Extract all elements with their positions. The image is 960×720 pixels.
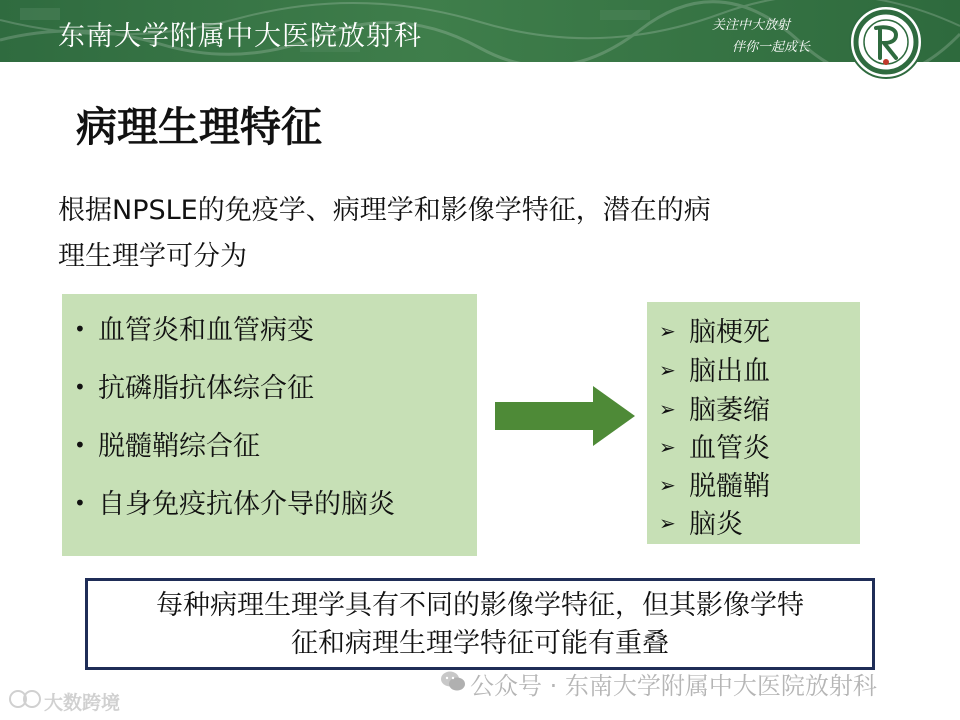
intro-text (58, 188, 898, 280)
list-item (659, 426, 770, 465)
list-item-label: 抗磷脂抗体综合征 (98, 373, 314, 404)
pathophysiology-list-box (62, 294, 477, 556)
list-item (74, 308, 314, 347)
list-item (74, 482, 395, 521)
arrow-bullet-icon: ➢ (659, 473, 676, 497)
wechat-icon (440, 670, 466, 692)
list-item (659, 349, 770, 388)
list-item (659, 502, 743, 541)
list-item-label: 血管炎和血管病变 (98, 315, 314, 346)
slide-title: 病理生理特征 (76, 103, 322, 151)
watermark-logo-icon (8, 688, 42, 710)
bullet-icon: • (74, 317, 86, 341)
list-item-label: 脑萎缩 (689, 395, 770, 426)
bullet-icon: • (74, 433, 86, 457)
hospital-logo-icon (846, 4, 926, 84)
intro-line-2: 理生理学可分为 (58, 241, 247, 272)
arrow-bullet-icon: ➢ (659, 397, 676, 421)
list-item (74, 424, 260, 463)
watermark-right: 公众号 · 东南大学附属中大医院放射科 (470, 672, 877, 700)
slogan-line-1: 关注中大放射 (712, 18, 791, 33)
list-item-label: 血管炎 (689, 433, 770, 464)
list-item-label: 自身免疫抗体介导的脑炎 (98, 489, 395, 520)
arrow-bullet-icon: ➢ (659, 511, 676, 535)
bullet-icon: • (74, 491, 86, 515)
note-line-2: 征和病理生理学特征可能有重叠 (291, 628, 669, 659)
slogan-line-2: 伴你一起成长 (732, 40, 811, 55)
watermark-left: 大数跨境 (44, 692, 121, 714)
overlap-note-box (85, 578, 875, 670)
header-title: 东南大学附属中大医院放射科 (58, 21, 422, 52)
arrow-bullet-icon: ➢ (659, 319, 676, 343)
header-bar (0, 0, 960, 62)
list-item-label: 脑梗死 (689, 317, 770, 348)
right-arrow-icon (495, 386, 635, 446)
list-item-label: 脑出血 (689, 356, 770, 387)
list-item (74, 366, 314, 405)
list-item (659, 310, 770, 349)
list-item (659, 464, 770, 503)
list-item-label: 脑炎 (689, 509, 743, 540)
list-item-label: 脱髓鞘综合征 (98, 431, 260, 462)
imaging-findings-box (647, 302, 860, 544)
list-item-label: 脱髓鞘 (689, 471, 770, 502)
arrow-bullet-icon: ➢ (659, 358, 676, 382)
arrow-bullet-icon: ➢ (659, 435, 676, 459)
note-line-1: 每种病理生理学具有不同的影像学特征，但其影像学特 (156, 590, 804, 621)
list-item (659, 388, 770, 427)
intro-line-1: 根据NPSLE的免疫学、病理学和影像学特征，潜在的病 (58, 195, 711, 226)
bullet-icon: • (74, 375, 86, 399)
